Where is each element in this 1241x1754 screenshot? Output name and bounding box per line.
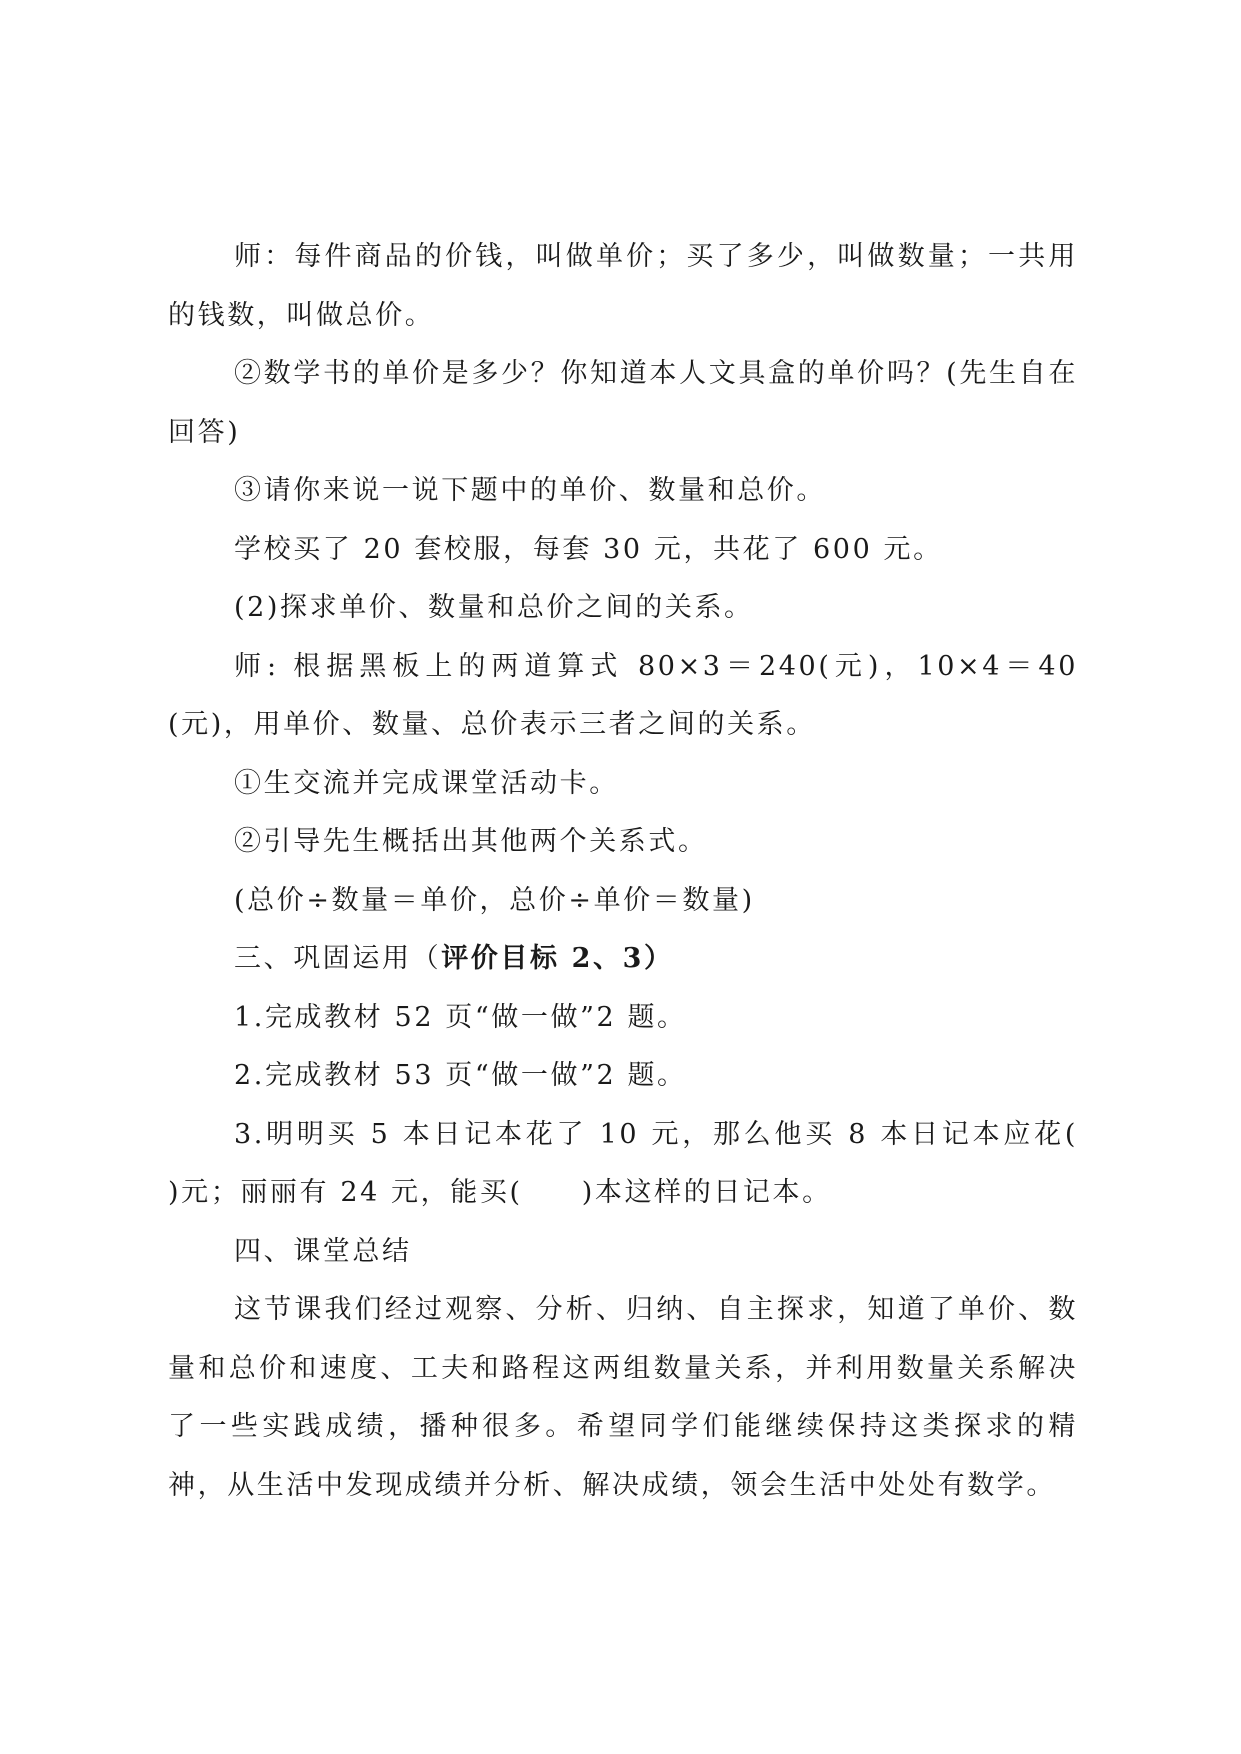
paragraph-text: 师：每件商品的价钱，叫做单价；买了多少，叫做数量；一共用的钱数，叫做总价。: [168, 241, 1078, 331]
heading-bold-text: 评价目标 2、3）: [441, 943, 674, 974]
paragraph-guide-relations: [168, 813, 1078, 872]
paragraph-text: (总价÷数量＝单价，总价÷单价＝数量): [234, 884, 755, 916]
section-heading-consolidate: [168, 930, 1078, 989]
paragraph-teacher-definitions: [168, 228, 1078, 345]
exercise-text: 3.明明买 5 本日记本花了 10 元，那么他买 8 本日记本应花( )元；丽丽有 24 元，能买( )本这样的日记本。: [168, 1118, 1138, 1208]
paragraph-text: (2)探求单价、数量和总价之间的关系。: [234, 592, 754, 623]
paragraph-text: 这节课我们经过观察、分析、归纳、自主探求，知道了单价、数量和总价和速度、工夫和路程这两组数量关系，并利用数量关系解决了一些实践成绩，播种很多。希望同学们能继续保持这类探求的精神，从生活中发现成绩并分析、解决成绩，领会生活中处处有数学。: [168, 1294, 1078, 1501]
paragraph-explore-relationship: [168, 579, 1078, 638]
exercise-item-1: [168, 989, 1078, 1048]
paragraph-relation-formulas: [168, 872, 1078, 931]
exercise-item-3: [168, 1106, 1138, 1223]
paragraph-text: ②引导先生概括出其他两个关系式。: [234, 826, 708, 857]
exercise-text: 2.完成教材 53 页“做一做”2 题。: [234, 1060, 687, 1091]
heading-text: 四、课堂总结: [234, 1235, 412, 1267]
paragraph-summary: [168, 1281, 1078, 1515]
paragraph-teacher-formulas: [168, 638, 1078, 755]
paragraph-text: 师: 根据黑板上的两道算式 80×3＝240(元)，10×4＝40(元)，用单价、数量、总价表示三者之间的关系。: [168, 650, 1078, 740]
section-heading-summary: [168, 1223, 1078, 1282]
paragraph-activity-card: [168, 755, 1078, 814]
paragraph-text: ①生交流并完成课堂活动卡。: [234, 767, 619, 799]
paragraph-text: ②数学书的单价是多少？你知道本人文具盒的单价吗？(先生自在回答): [168, 358, 1078, 448]
exercise-text: 1.完成教材 52 页“做一做”2 题。: [234, 1001, 687, 1033]
paragraph-school-uniform-example: [168, 521, 1078, 580]
paragraph-text: 学校买了 20 套校服，每套 30 元，共花了 600 元。: [234, 533, 943, 565]
exercise-item-2: [168, 1047, 1078, 1106]
document-body: [168, 228, 1138, 1515]
heading-text: 三、巩固运用（: [234, 943, 442, 974]
paragraph-question-3: [168, 462, 1078, 521]
paragraph-question-2: [168, 345, 1078, 462]
paragraph-text: ③请你来说一说下题中的单价、数量和总价。: [234, 475, 826, 506]
